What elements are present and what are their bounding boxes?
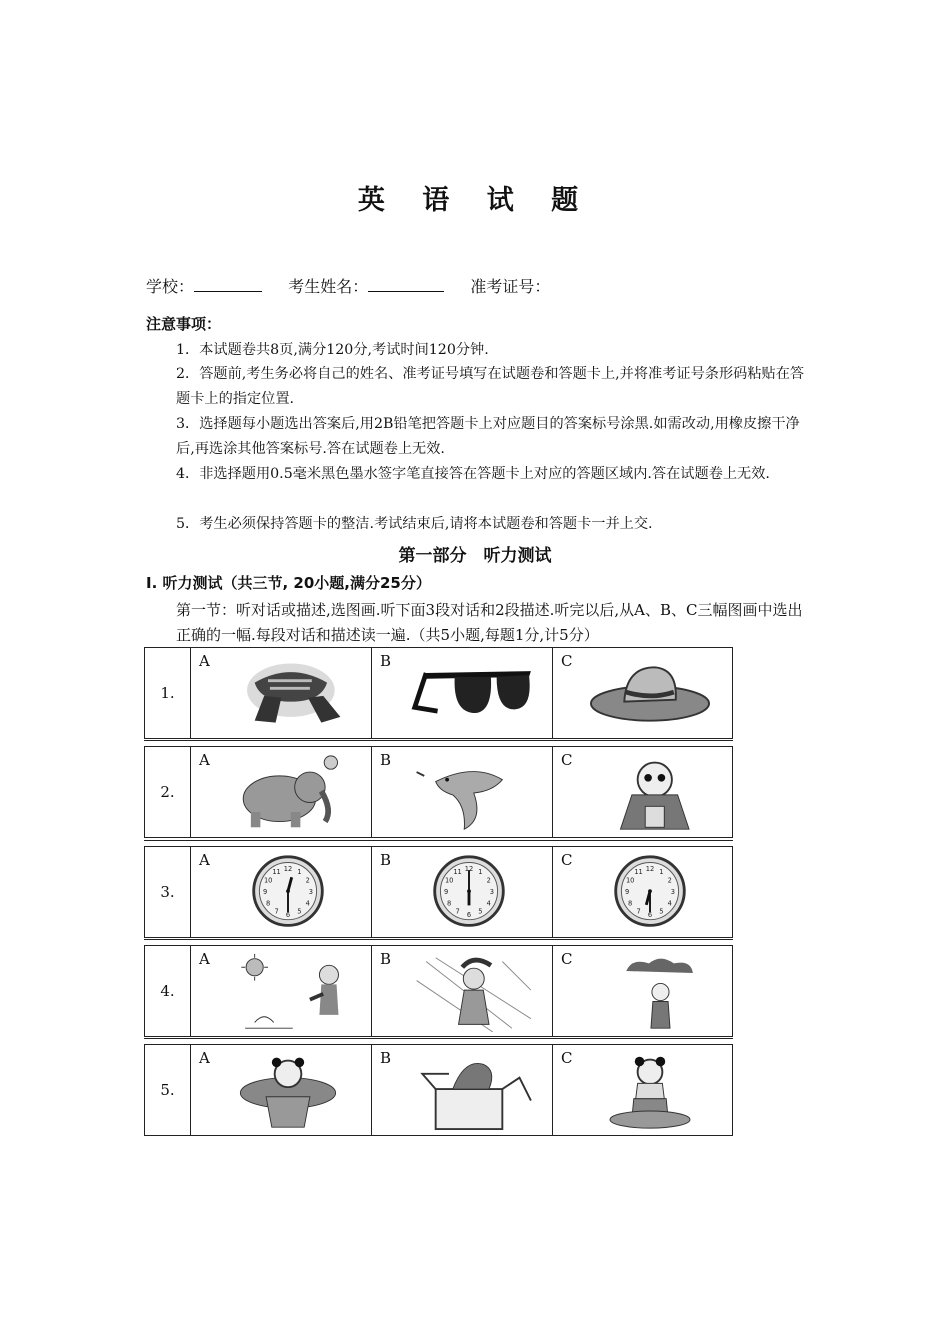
page-title: 英 语 试 题 — [357, 185, 593, 216]
notice-item: 2．答题前,考生务必将自己的姓名、准考证号填写在试题卷和答题卡上,并将准考证号条形码粘贴在答题卡上的指定位置. — [176, 366, 805, 407]
option-a[interactable] — [190, 946, 371, 1036]
svg-text:10: 10 — [625, 876, 635, 885]
svg-text:12: 12 — [645, 865, 655, 874]
svg-text:2: 2 — [305, 876, 310, 885]
svg-text:3: 3 — [308, 887, 313, 896]
school-label: 学校： — [146, 277, 195, 296]
svg-text:7: 7 — [636, 907, 641, 916]
svg-text:2: 2 — [486, 876, 491, 885]
option-a[interactable] — [190, 847, 371, 937]
option-letter: C — [561, 751, 573, 769]
option-letter: A — [199, 851, 210, 869]
svg-text:1: 1 — [659, 868, 664, 877]
option-b[interactable] — [371, 648, 552, 738]
svg-text:8: 8 — [266, 899, 271, 908]
svg-text:6: 6 — [466, 910, 472, 919]
option-letter: A — [199, 950, 210, 968]
option-letter: A — [199, 751, 210, 769]
option-letter: C — [561, 1049, 573, 1067]
svg-text:5: 5 — [659, 907, 664, 916]
row-separator — [144, 840, 733, 841]
svg-text:7: 7 — [455, 907, 460, 916]
option-a[interactable] — [190, 747, 371, 837]
svg-text:2: 2 — [667, 876, 672, 885]
option-letter: C — [561, 851, 573, 869]
notice-heading: 注意事项： — [146, 315, 222, 333]
option-letter: A — [199, 652, 210, 670]
option-letter: B — [380, 652, 392, 670]
notice-item: 4．非选择题用0.5毫米黑色墨水签字笔直接答在答题卡上对应的答题区域内.答在试题卷上无效. — [176, 466, 770, 482]
svg-text:12: 12 — [464, 865, 474, 874]
svg-text:12: 12 — [283, 865, 293, 874]
notice-item: 1．本试题卷共8页,满分120分,考试时间120分钟. — [176, 342, 489, 358]
name-label: 考生姓名： — [288, 277, 369, 296]
svg-text:8: 8 — [447, 899, 452, 908]
elephant-image — [213, 753, 363, 833]
svg-text:5: 5 — [297, 907, 302, 916]
option-c[interactable] — [552, 847, 733, 937]
option-letter: C — [561, 652, 573, 670]
option-c[interactable] — [552, 1045, 733, 1135]
svg-text:7: 7 — [274, 907, 279, 916]
option-letter: C — [561, 950, 573, 968]
question-number: 3. — [160, 883, 175, 901]
section-title: Ⅰ. 听力测试（共三节, 20小题,满分25分） — [146, 574, 431, 592]
sunny-watering-image — [213, 952, 363, 1032]
question-row — [144, 1044, 733, 1136]
svg-text:6: 6 — [647, 910, 653, 919]
question-number: 1. — [160, 684, 175, 702]
dolphin-image — [394, 753, 544, 833]
svg-text:10: 10 — [263, 876, 273, 885]
question-row — [144, 647, 733, 739]
candidate-info-line — [146, 274, 550, 297]
row-separator — [144, 740, 733, 741]
svg-text:10: 10 — [444, 876, 454, 885]
row-separator — [144, 939, 733, 940]
svg-text:8: 8 — [628, 899, 633, 908]
svg-text:11: 11 — [272, 868, 281, 877]
svg-text:9: 9 — [263, 887, 268, 896]
notice-item: 5．考生必须保持答题卡的整洁.考试结束后,请将本试题卷和答题卡一并上交. — [176, 516, 653, 532]
clock-image — [575, 853, 725, 933]
option-letter: B — [380, 851, 392, 869]
svg-text:5: 5 — [478, 907, 483, 916]
option-letter: A — [199, 1049, 210, 1067]
school-blank — [194, 277, 262, 292]
question-number: 5. — [160, 1081, 175, 1099]
svg-text:1: 1 — [297, 868, 302, 877]
clock-image — [394, 853, 544, 933]
cloudy-girl-image — [575, 952, 725, 1032]
option-c[interactable] — [552, 747, 733, 837]
svg-text:4: 4 — [305, 899, 310, 908]
svg-text:4: 4 — [486, 899, 491, 908]
panda-clown-image — [575, 753, 725, 833]
option-b[interactable] — [371, 946, 552, 1036]
option-b[interactable] — [371, 847, 552, 937]
question-number: 2. — [160, 783, 175, 801]
windy-rain-image — [394, 952, 544, 1032]
panda-on-hat-image — [575, 1051, 725, 1131]
option-letter: B — [380, 950, 392, 968]
notice-item: 3．选择题每小题选出答案后,用2B铅笔把答题卡上对应题目的答案标号涂黑.如需改动,用橡皮擦干净后,再选涂其他答案标号.答在试题卷上无效. — [176, 416, 800, 457]
svg-text:9: 9 — [444, 887, 449, 896]
question-row — [144, 746, 733, 838]
svg-text:9: 9 — [625, 887, 630, 896]
option-a[interactable] — [190, 648, 371, 738]
fox-in-box-image — [394, 1051, 544, 1131]
option-c[interactable] — [552, 648, 733, 738]
option-letter: B — [380, 1049, 392, 1067]
panda-in-hat-image — [213, 1051, 363, 1131]
option-c[interactable] — [552, 946, 733, 1036]
name-blank — [368, 277, 444, 292]
svg-text:6: 6 — [285, 910, 291, 919]
id-label: 准考证号： — [470, 277, 551, 296]
question-row — [144, 945, 733, 1037]
hat-image — [575, 654, 725, 734]
option-b[interactable] — [371, 1045, 552, 1135]
svg-text:3: 3 — [670, 887, 675, 896]
option-a[interactable] — [190, 1045, 371, 1135]
question-number: 4. — [160, 982, 175, 1000]
option-b[interactable] — [371, 747, 552, 837]
row-separator — [144, 1038, 733, 1039]
svg-text:3: 3 — [489, 887, 494, 896]
part-title: 第一部分 听力测试 — [398, 546, 552, 566]
scarf-image — [213, 654, 363, 734]
option-letter: B — [380, 751, 392, 769]
svg-text:11: 11 — [453, 868, 462, 877]
svg-text:11: 11 — [634, 868, 643, 877]
sunglasses-image — [394, 654, 544, 734]
svg-text:4: 4 — [667, 899, 672, 908]
section-description: 第一节：听对话或描述,选图画.听下面3段对话和2段描述.听完以后,从A、B、C三幅图画中选出正确的一幅.每段对话和描述读一遍.（共5小题,每题1分,计5分） — [176, 601, 803, 644]
svg-text:1: 1 — [478, 868, 483, 877]
clock-image — [213, 853, 363, 933]
question-row — [144, 846, 733, 938]
